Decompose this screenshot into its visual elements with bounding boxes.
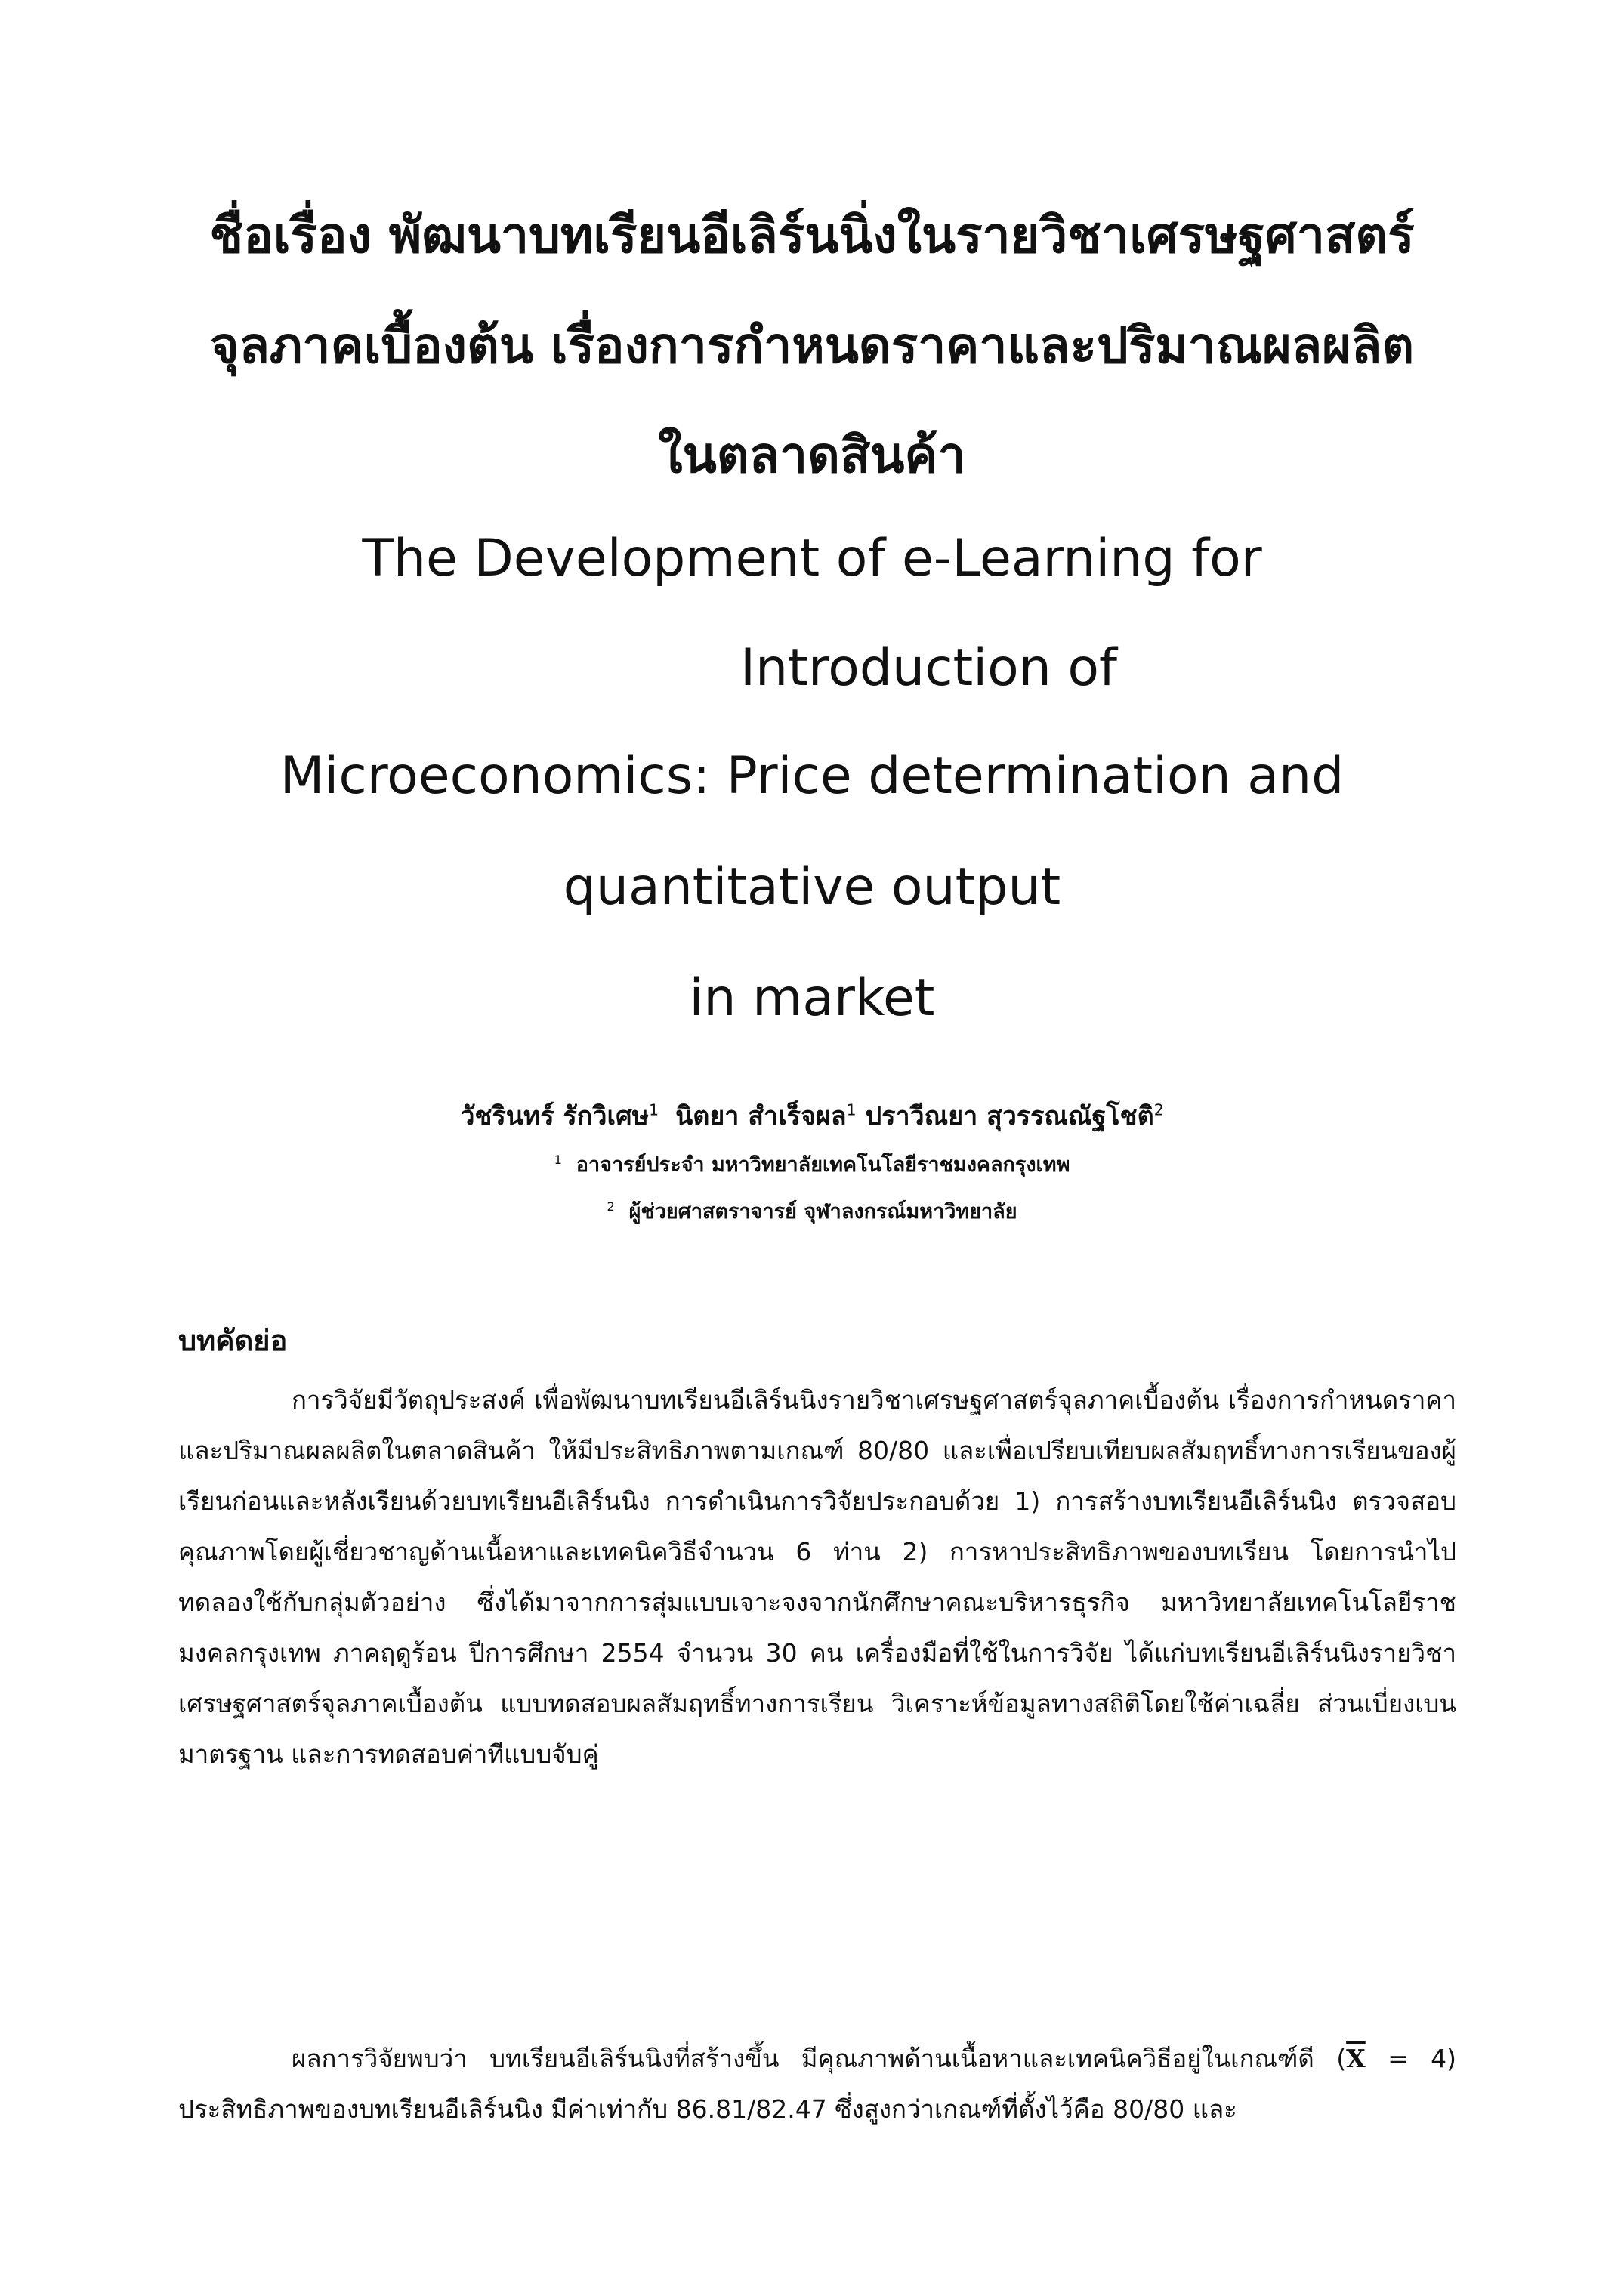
affiliation-2 (113, 1193, 1511, 1231)
author-2-affil-mark: 1 (846, 1100, 857, 1119)
author-3-affil-mark: 2 (1153, 1100, 1164, 1119)
mean-symbol: $\overline{X}$ (1346, 2044, 1366, 2073)
affiliation-1-text: อาจารย์ประจำ มหาวิทยาลัยเทคโนโลยีราชมงคลกรุงเทพ (576, 1153, 1070, 1177)
affiliation-1 (113, 1146, 1511, 1184)
abstract-paragraph-1 (178, 1375, 1456, 1779)
thai-title-line-3: ในตลาดสินค้า (658, 426, 966, 484)
english-title-line-4: quantitative output (563, 857, 1061, 917)
english-title-line-1: The Development of e-Learning for (362, 529, 1262, 588)
thai-title-line-2: จุลภาคเบื้องต้น เรื่องการกำหนดราคาและปริมาณผลผลิต (209, 316, 1415, 375)
affiliation-1-mark: 1 (554, 1153, 562, 1167)
author-2: นิตยา สำเร็จผล (675, 1101, 847, 1131)
abstract-paragraph-2-text-after: = 4) ประสิทธิภาพของบทเรียนอีเลิร์นนิง มีค่าเท่ากับ 86.81/82.47 ซึ่งสูงกว่าเกณฑ์ที่ตั้งไว้คือ 80/80 และ (178, 2044, 1457, 2124)
abstract-paragraph-2 (178, 2033, 1456, 2134)
author-1-affil-mark: 1 (649, 1100, 659, 1119)
english-title-line-3: Microeconomics: Price determination and (279, 746, 1345, 806)
abstract-paragraph-2-text-before: ผลการวิจัยพบว่า บทเรียนอีเลิร์นนิงที่สร้างขึ้น มีคุณภาพด้านเนื้อหาและเทคนิควิธีอยู่ในเกณฑ์ดี ( (292, 2044, 1347, 2073)
affiliation-2-text: ผู้ช่วยศาสตราจารย์ จุฬาลงกรณ์มหาวิทยาลัย (628, 1200, 1017, 1224)
english-title-line-2: Introduction of (740, 638, 1117, 698)
abstract-paragraph-1-text: การวิจัยมีวัตถุประสงค์ เพื่อพัฒนาบทเรียนอีเลิร์นนิงรายวิชาเศรษฐศาสตร์จุลภาคเบื้องต้น เรื่องการกำหนดราคาและปริมาณผลผลิตในตลาดสินค้า ให้มีประสิทธิภาพตามเกณฑ์ 80/80 และเพื่อเปรียบเทียบผลสัมฤทธิ์ทางการเรียนของผู้เรียนก่อนและหลังเรียนด้วยบทเรียนอีเลิร์นนิง การดำเนินการวิจัยประกอบด้วย 1) การสร้างบทเรียนอีเลิร์นนิง ตรวจสอบคุณภาพโดยผู้เชี่ยวชาญด้านเนื้อหาและเทคนิควิธีจำนวน 6 ท่าน 2) การหาประสิทธิภาพของบทเรียน โดยการนำไปทดลองใช้กับกลุ่มตัวอย่าง ซึ่งได้มาจากการสุ่มแบบเจาะจงจากนักศึกษาคณะบริหารธุรกิจ มหาวิทยาลัยเทคโนโลยีราชมงคลกรุงเทพ ภาคฤดูร้อน ปีการศึกษา 2554 จำนวน 30 คน เครื่องมือที่ใช้ในการวิจัย ได้แก่บทเรียนอีเลิร์นนิงรายวิชาเศรษฐศาสตร์จุลภาคเบื้องต้น แบบทดสอบผลสัมฤทธิ์ทางการเรียน วิเคราะห์ข้อมูลทางสถิติโดยใช้ค่าเฉลี่ย ส่วนเบี่ยงเบนมาตรฐาน และการทดสอบค่าทีแบบจับคู่ (178, 1385, 1456, 1769)
author-3: ปราวีณยา สุวรรณณัฐโชติ (865, 1101, 1154, 1131)
author-1: วัชรินทร์ รักวิเศษ (460, 1101, 650, 1131)
affiliation-2-mark: 2 (607, 1199, 615, 1214)
author-list (113, 1094, 1511, 1139)
english-title-line-5: in market (689, 968, 935, 1028)
thai-title-line-1: ชื่อเรื่อง พัฒนาบทเรียนอีเลิร์นนิ่งในรายวิชาเศรษฐศาสตร์ (209, 206, 1415, 264)
abstract-heading: บทคัดย่อ (178, 1324, 288, 1357)
